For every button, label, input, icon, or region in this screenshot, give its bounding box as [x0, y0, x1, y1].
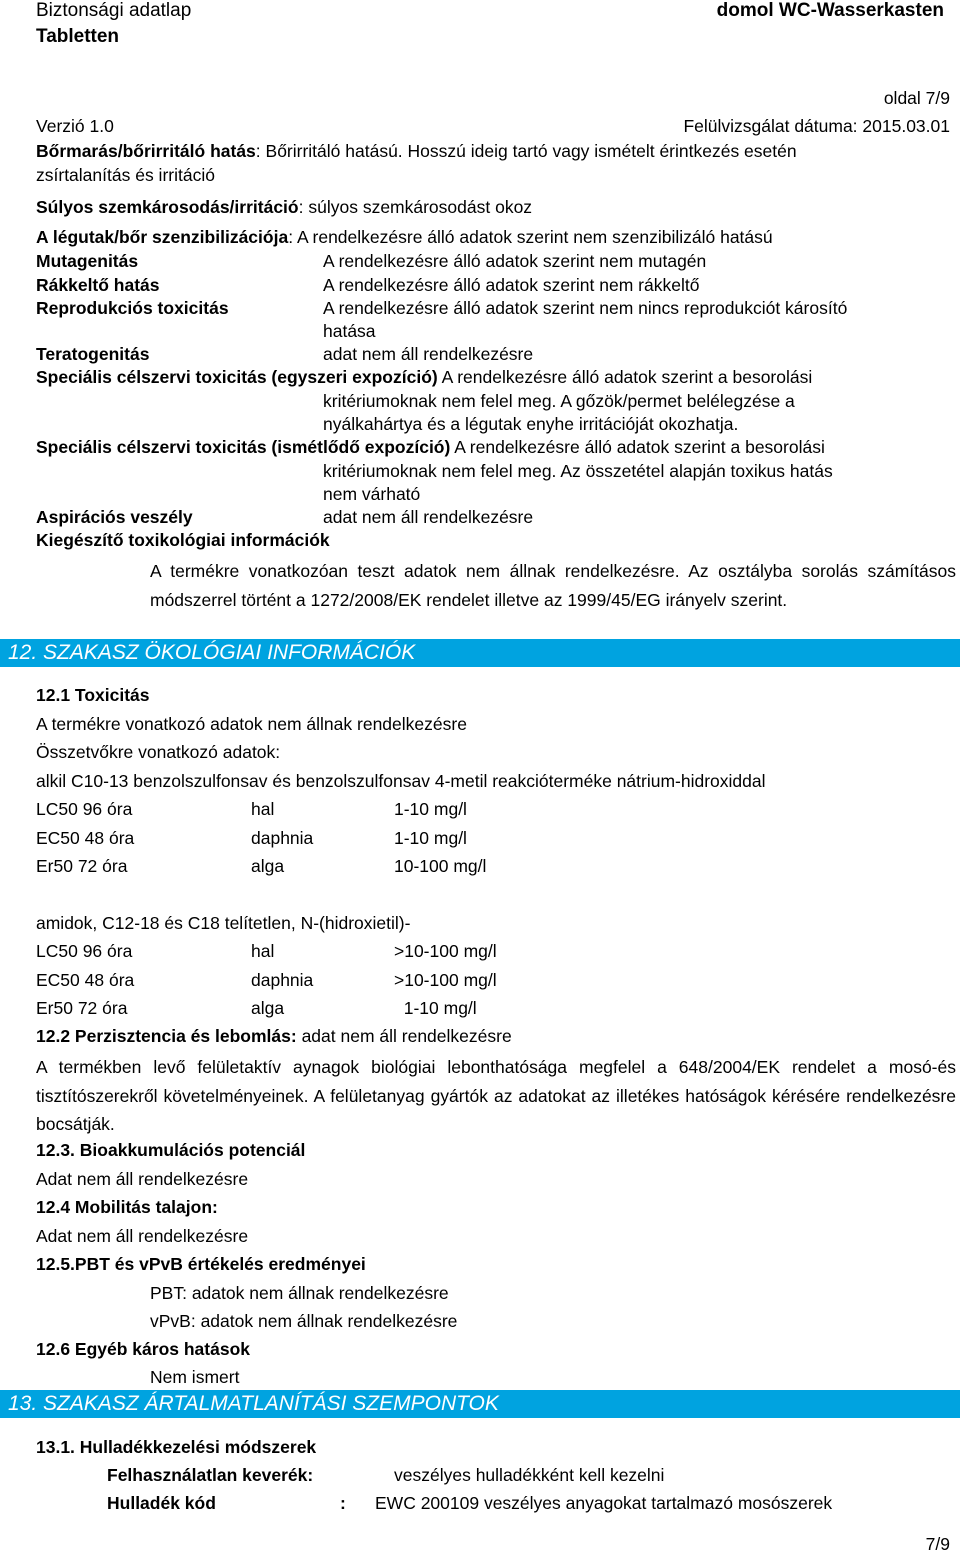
s125-pbt: PBT: adatok nem állnak rendelkezésre [150, 1283, 449, 1303]
organism: hal [251, 941, 275, 961]
skin-corrosion-text: : Bőrirritáló hatású. Hosszú ideig tartó vagy ismételt érintkezés esetén [255, 141, 797, 161]
waste-code-text: EWC 200109 veszélyes anyagokat tartalmazó mosószerek [375, 1493, 833, 1513]
component-1-name: alkil C10-13 benzolszulfonsav és benzolszulfonsav 4-metil reakcióterméke nátrium-hidroxiddal [36, 771, 766, 791]
s124-text: Adat nem áll rendelkezésre [36, 1226, 249, 1246]
eye-damage-text: : súlyos szemkárosodást okoz [298, 197, 533, 217]
value: >10-100 mg/l [394, 941, 497, 961]
s123-title: 12.3. Bioakkumulációs potenciál [36, 1140, 306, 1160]
skin-corrosion-line [36, 141, 797, 162]
reproductive-toxicity-label: Reprodukciós toxicitás [36, 298, 229, 318]
page-number: oldal 7/9 [883, 88, 950, 108]
s122-label: 12.2 Perzisztencia és lebomlás: [36, 1026, 297, 1046]
s131-title: 13.1. Hulladékkezelési módszerek [36, 1437, 317, 1457]
section-12-title: 12. SZAKASZ ÖKOLÓGIAI INFORMÁCIÓK [0, 639, 960, 667]
extra-tox-label: Kiegészítő toxikológiai információk [36, 530, 330, 550]
value: 1-10 mg/l [394, 799, 467, 819]
version: Verzió 1.0 [36, 116, 114, 136]
s125-vpvb: vPvB: adatok nem állnak rendelkezésre [150, 1311, 458, 1331]
s126-title: 12.6 Egyéb káros hatások [36, 1339, 250, 1359]
product-title: domol WC-Wasserkasten [716, 0, 944, 21]
stot-single-line [36, 367, 812, 388]
test-type: EC50 48 óra [36, 970, 135, 990]
sensitisation-text: : A rendelkezésre álló adatok szerint nem szenzibilizáló hatású [288, 227, 773, 247]
skin-corrosion-text-cont: zsírtalanítás és irritáció [36, 165, 215, 185]
value: 1-10 mg/l [394, 998, 477, 1018]
unused-mixture-label: Felhasználatlan keverék: [107, 1465, 314, 1485]
skin-corrosion-label: Bőrmarás/bőrirritáló hatás [36, 141, 256, 161]
stot-single-text-3: nyálkahártya és a légutak enyhe irritációját okozhatja. [323, 414, 739, 434]
test-type: LC50 96 óra [36, 941, 133, 961]
s122-paragraph: A termékben levő felületaktív aynagok biológiai lebonthatósága megfelel a 648/2004/EK rendelet a mosó-és tisztítószerekről követelményeinek. A felületanyag gyártók az adatokat az illetékes hatóságok kérésére rendelkezésre bocsátják. [36, 1057, 956, 1134]
eye-damage-label: Súlyos szemkárosodás/irritáció [36, 197, 299, 217]
organism: hal [251, 799, 275, 819]
reproductive-toxicity-text-cont: hatása [323, 321, 376, 341]
sensitisation-line [36, 227, 773, 248]
footer-page-number: 7/9 [925, 1534, 950, 1554]
unused-mixture-text: veszélyes hulladékként kell kezelni [394, 1465, 665, 1485]
mutagenicity-text: A rendelkezésre álló adatok szerint nem mutagén [323, 251, 707, 271]
s125-title: 12.5.PBT és vPvB értékelés eredményei [36, 1254, 366, 1274]
s126-text: Nem ismert [150, 1367, 240, 1387]
test-type: EC50 48 óra [36, 828, 135, 848]
extra-tox-text: A termékre vonatkozóan teszt adatok nem állnak rendelkezésre. Az osztályba sorolás számításos módszerrel történt a 1272/2008/EK rendelet illetve az 1999/45/EG irányelv szerint. [150, 561, 956, 610]
s123-text: Adat nem áll rendelkezésre [36, 1169, 249, 1189]
aspiration-label: Aspirációs veszély [36, 507, 193, 527]
carcinogenicity-label: Rákkeltő hatás [36, 275, 160, 295]
value: 10-100 mg/l [394, 856, 487, 876]
stot-repeated-text: A rendelkezésre álló adatok szerint a besorolási [454, 437, 825, 457]
stot-repeated-text-2: kritériumoknak nem felel meg. Az összetétel alapján toxikus hatás [323, 461, 833, 481]
waste-code-label: Hulladék kód [107, 1493, 216, 1513]
organism: alga [251, 998, 285, 1018]
value: 1-10 mg/l [394, 828, 467, 848]
revision-date: Felülvizsgálat dátuma: 2015.03.01 [683, 116, 950, 136]
s121-line1: A termékre vonatkozó adatok nem állnak rendelkezésre [36, 714, 467, 734]
test-type: Er50 72 óra [36, 998, 128, 1018]
organism: daphnia [251, 828, 314, 848]
s121-line2: Összetvőkre vonatkozó adatok: [36, 742, 281, 762]
aspiration-text: adat nem áll rendelkezésre [323, 507, 534, 527]
product-name: Tabletten [36, 26, 120, 47]
stot-repeated-label: Speciális célszervi toxicitás (ismétlődő expozíció) [36, 437, 451, 457]
test-type: LC50 96 óra [36, 799, 133, 819]
stot-repeated-line [36, 437, 825, 458]
teratogenicity-text: adat nem áll rendelkezésre [323, 344, 534, 364]
section-13-title: 13. SZAKASZ ÁRTALMATLANÍTÁSI SZEMPONTOK [0, 1390, 960, 1418]
waste-code-colon: : [340, 1493, 346, 1513]
teratogenicity-label: Teratogenitás [36, 344, 150, 364]
s122-line [36, 1026, 512, 1047]
stot-repeated-text-3: nem várható [323, 484, 421, 504]
organism: alga [251, 856, 285, 876]
s121-title: 12.1 Toxicitás [36, 685, 150, 705]
eye-damage-line [36, 197, 532, 218]
component-2-name: amidok, C12-18 és C18 telítetlen, N-(hidroxietil)- [36, 913, 411, 933]
test-type: Er50 72 óra [36, 856, 128, 876]
value: >10-100 mg/l [394, 970, 497, 990]
s124-title: 12.4 Mobilitás talajon: [36, 1197, 218, 1217]
reproductive-toxicity-text: A rendelkezésre álló adatok szerint nem nincs reprodukciót károsító [323, 298, 848, 318]
stot-single-text-2: kritériumoknak nem felel meg. A gőzök/permet belélegzése a [323, 391, 795, 411]
organism: daphnia [251, 970, 314, 990]
s122-text: adat nem áll rendelkezésre [296, 1026, 512, 1046]
stot-single-label: Speciális célszervi toxicitás (egyszeri expozíció) [36, 367, 438, 387]
stot-single-text: A rendelkezésre álló adatok szerint a besorolási [441, 367, 813, 387]
carcinogenicity-text: A rendelkezésre álló adatok szerint nem rákkeltő [323, 275, 700, 295]
sensitisation-label: A légutak/bőr szenzibilizációja [36, 227, 289, 247]
doc-type: Biztonsági adatlap [36, 0, 192, 21]
mutagenicity-label: Mutagenitás [36, 251, 139, 271]
